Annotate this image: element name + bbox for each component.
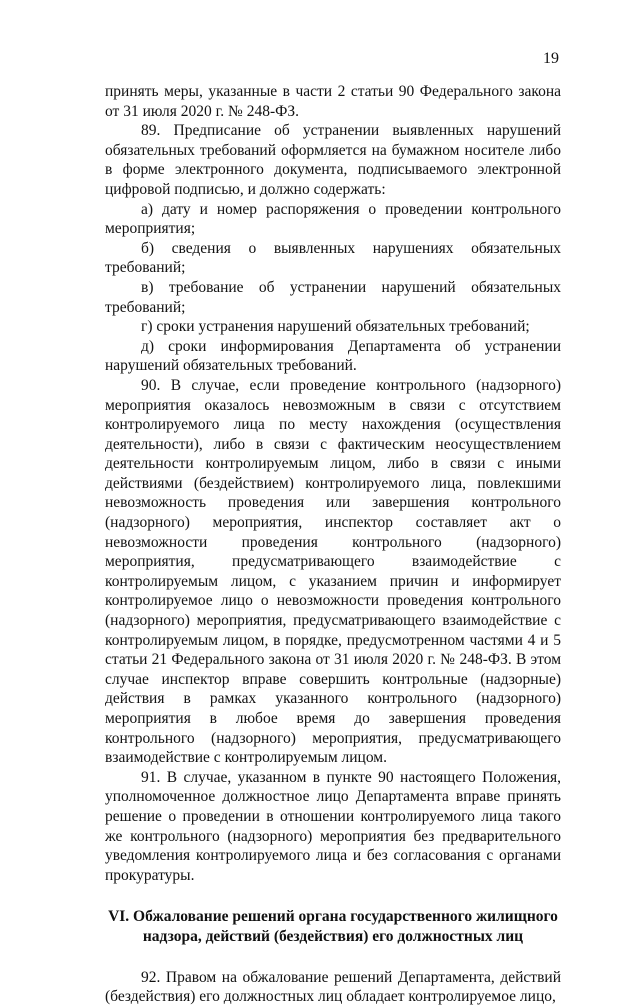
paragraph-91: 91. В случае, указанном в пункте 90 настоящего Положения, уполномоченное должностное лицо Департамента вправе принять решение о проведении в отношении контролируемого лица такого же контрольного (надзорного) мероприятия без предварительного уведомления контролируемого лица и без согласования с органами прокуратуры. <box>105 768 561 884</box>
paragraph-89: 89. Предписание об устранении выявленных нарушений обязательных требований оформляется на бумажном носителе либо в форме электронного документа, подписываемого электронной цифровой подписью, и должно содержать: <box>105 122 561 198</box>
list-item-89d: г) сроки устранения нарушений обязательных требований; <box>141 318 530 336</box>
paragraph-continuation: принять меры, указанные в части 2 статьи 90 Федерального закона от 31 июля 2020 г. № 248-ФЗ. <box>105 83 561 120</box>
paragraph-90: 90. В случае, если проведение контрольного (надзорного) мероприятия оказалось невозможным в связи с отсутствием контролируемого лица по месту нахождения (осуществления деятельности), либо в связи с фактическим неосуществлением деятельности контролируемым лицом, либо в связи с иными действиями (бездействием) контролируемого лица, повлекшими невозможность проведения или завершения контрольного (надзорного) мероприятия, инспектор составляет акт о невозможности проведения контрольного (надзорного) мероприятия, предусматривающего взаимодействие с контролируемым лицом, с указанием причин и информирует контролируемое лицо о невозможности проведения контрольного (надзорного) мероприятия, предусматривающего взаимодействие с контролируемым лицом, в порядке, предусмотренном частями 4 и 5 статьи 21 Федерального закона от 31 июля 2020 г. № 248-ФЗ. В этом случае инспектор вправе совершить контрольные (надзорные) действия в рамках указанного контрольного (надзорного) мероприятия в любое время до завершения проведения контрольного (надзорного) мероприятия, предусматривающего взаимодействие с контролируемым лицом. <box>105 376 561 767</box>
document-body <box>105 82 561 1007</box>
list-item-89c: в) требование об устранении нарушений обязательных требований; <box>105 278 561 316</box>
section-heading-line-2: надзора, действий (бездействия) его должностных лиц <box>142 927 524 945</box>
paragraph-92: 92. Правом на обжалование решений Департамента, действий (бездействия) его должностных лиц обладает контролируемое лицо, <box>105 968 561 1006</box>
section-heading <box>105 907 561 946</box>
list-item-89b: б) сведения о выявленных нарушениях обязательных требований; <box>105 239 561 277</box>
section-heading-line-1: VI. Обжалование решений органа государственного жилищного <box>108 908 558 926</box>
page-number: 19 <box>543 50 559 67</box>
list-item-89a: а) дату и номер распоряжения о проведении контрольного мероприятия; <box>105 200 561 238</box>
list-item-89e: д) сроки информирования Департамента об устранении нарушений обязательных требований. <box>105 337 561 375</box>
